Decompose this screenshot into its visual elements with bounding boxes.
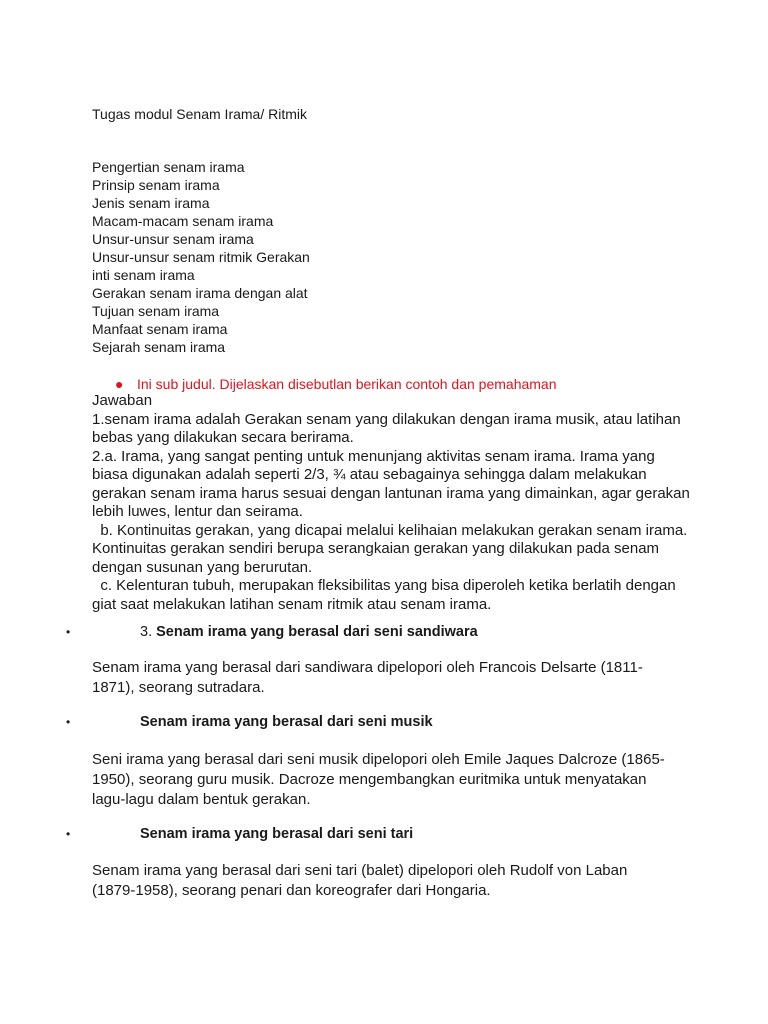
topic-item: Unsur-unsur senam irama [92,231,254,247]
subtitle-note [115,376,557,392]
section-heading-text: Senam irama yang berasal dari seni sandiwara [156,624,478,640]
topic-list [92,158,310,356]
answer-2a: 2.a. Irama, yang sangat penting untuk menunjang aktivitas senam irama. Irama yang biasa digunakan adalah seperti 2/3, ¾ atau sebagainya sehingga dalam melakukan gerakan senam irama harus sesuai dengan lantunan irama yang dimainkan, agar gerakan lebih luwes, lentur dan seirama. [92,447,695,520]
answers-block [92,392,695,614]
section-heading-text: Senam irama yang berasal dari seni tari [140,826,414,842]
topic-item: Unsur-unsur senam ritmik Gerakan [92,249,310,265]
bullet-icon: ● [115,376,124,392]
answer-1: 1.senam irama adalah Gerakan senam yang dilakukan dengan irama musik, atau latihan bebas yang dilakukan secara berirama. [92,410,685,446]
answer-2c: c. Kelenturan tubuh, merupakan fleksibilitas yang bisa diperoleh ketika berlatih dengan giat saat melakukan latihan senam ritmik atau senam irama. [92,577,680,613]
topic-item: Jenis senam irama [92,195,210,211]
topic-item: Manfaat senam irama [92,321,228,337]
topic-item: Sejarah senam irama [92,339,226,355]
answer-2b: b. Kontinuitas gerakan, yang dicapai melalui kelihaian melakukan gerakan senam irama. Kontinuitas gerakan sendiri berupa serangkaian gerakan yang dilakukan pada senam dengan susunan yang berurutan. [92,521,692,576]
topic-item: Macam-macam senam irama [92,213,274,229]
section-heading-text: Senam irama yang berasal dari seni musik [140,714,433,730]
section-body: Senam irama yang berasal dari seni tari (balet) dipelopori oleh Rudolf von Laban (1879-1958), seorang penari dan koreografer dari Hongaria. [92,862,628,899]
note-text: Ini sub judul. Dijelaskan disebutlan berikan contoh dan pemahaman [137,376,557,392]
section-heading [0,712,768,732]
bullet-icon: • [66,625,71,639]
bullet-icon: • [66,715,71,729]
section-body: Seni irama yang berasal dari seni musik dipelopori oleh Emile Jaques Dalcroze (1865-1950), seorang guru musik. Dacroze mengembangkan euritmika untuk menyatakan lagu-lagu dalam bentuk gerakan. [92,751,665,808]
section-heading [0,824,768,844]
section-body: Senam irama yang berasal dari sandiwara dipelopori oleh Francois Delsarte (1811-1871), seorang sutradara. [92,659,643,696]
topic-item: Prinsip senam irama [92,177,220,193]
topic-item: Gerakan senam irama dengan alat [92,285,308,301]
topic-item: inti senam irama [92,267,195,283]
answers-heading: Jawaban [92,392,153,409]
section-heading [0,622,768,642]
document-title: Tugas modul Senam Irama/ Ritmik [92,106,307,122]
topic-item: Tujuan senam irama [92,303,220,319]
bullet-icon: • [66,827,71,841]
section-number: 3. [140,624,157,640]
topic-item: Pengertian senam irama [92,159,245,175]
